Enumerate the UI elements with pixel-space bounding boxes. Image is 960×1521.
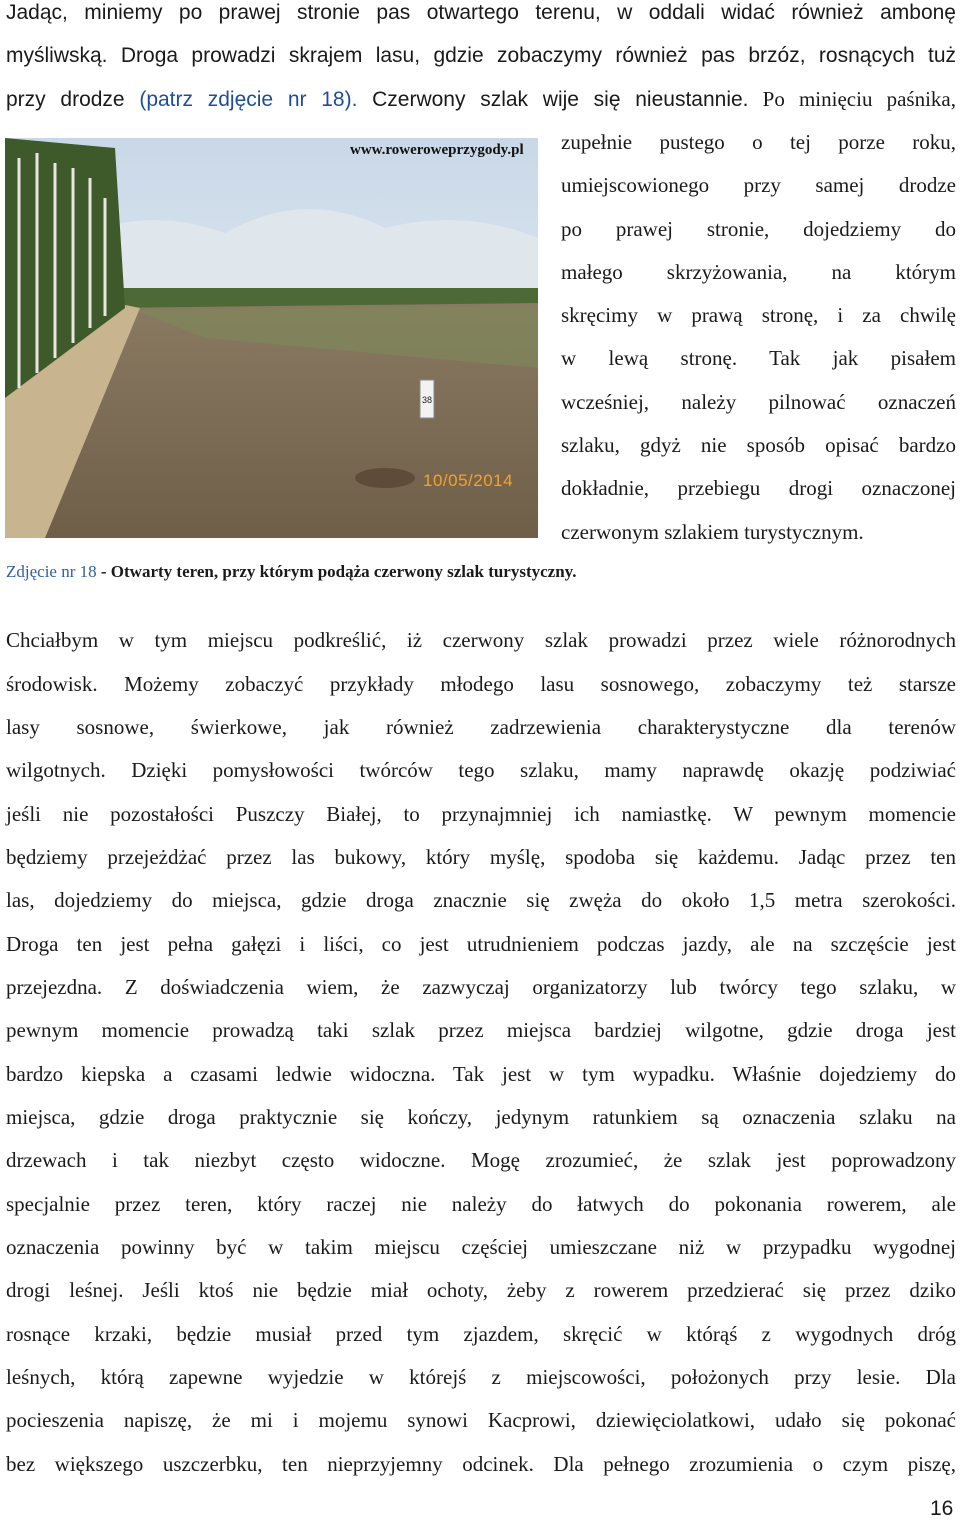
body-line: środowisk. Możemy zobaczyć przykłady młodego lasu sosnowego, zobaczymy też starsze xyxy=(6,672,956,696)
body-line: bez większego uszczerbku, ten nieprzyjemny odcinek. Dla pełnego zrozumienia o czym piszę, xyxy=(6,1452,956,1476)
side-text-line: w lewą stronę. Tak jak pisałem xyxy=(561,346,956,370)
body-line: las, dojedziemy do miejsca, gdzie droga znacznie się zwęża do około 1,5 metra szerokości. xyxy=(6,888,956,912)
side-text-line: zupełnie pustego o tej porze roku, xyxy=(561,130,956,154)
side-text-line: szlaku, gdyż nie sposób opisać bardzo xyxy=(561,433,956,457)
photo-reference-link[interactable]: (patrz zdjęcie nr 18). xyxy=(139,88,358,111)
intro-line-1: Jadąc, miniemy po prawej stronie pas otwartego terenu, w oddali widać również ambonę xyxy=(6,1,956,24)
body-line: Droga ten jest pełna gałęzi i liści, co jest utrudnieniem podczas jazdy, ale na szczęście jest xyxy=(6,932,956,956)
body-line: Chciałbym w tym miejscu podkreślić, iż czerwony szlak prowadzi przez wiele różnorodnych xyxy=(6,628,956,652)
body-line: specjalnie przez teren, który raczej nie należy do łatwych do pokonania rowerem, ale xyxy=(6,1192,956,1216)
page-number: 16 xyxy=(930,1497,954,1520)
caption-text: - Otwarty teren, przy którym podąża czerwony szlak turystyczny. xyxy=(96,562,577,581)
side-text-line: po prawej stronie, dojedziemy do xyxy=(561,217,956,241)
body-line: pocieszenia napiszę, że mi i mojemu synowi Kacprowi, dziewięciolatkowi, udało się pokonać xyxy=(6,1408,956,1432)
side-text-line: umiejscowionego przy samej drodze xyxy=(561,173,956,197)
intro-line-2: myśliwską. Droga prowadzi skrajem lasu, gdzie zobaczymy również pas brzóz, rosnących tuż xyxy=(6,44,956,67)
intro-line-3-end: Po minięciu paśnika, xyxy=(748,87,956,111)
body-line: będziemy przejeżdżać przez las bukowy, który myślę, spodoba się każdemu. Jadąc przez ten xyxy=(6,845,956,869)
photo-watermark: www.roweroweprzygody.pl xyxy=(350,142,524,158)
photo-date-stamp: 10/05/2014 xyxy=(423,471,514,490)
body-line: pewnym momencie prowadzą taki szlak przez miejsca bardziej wilgotne, gdzie droga jest xyxy=(6,1018,956,1042)
body-line: rosnące krzaki, będzie musiał przed tym zjazdem, skręcić w którąś z wygodnych dróg xyxy=(6,1322,956,1346)
body-line: miejsca, gdzie droga praktycznie się kończy, jedynym ratunkiem są oznaczenia szlaku na xyxy=(6,1105,956,1129)
body-line: drogi leśnej. Jeśli ktoś nie będzie miał ochoty, żeby z rowerem przedzierać się przez dziko xyxy=(6,1278,956,1302)
photo-caption xyxy=(6,560,576,584)
body-line: przejezdna. Z doświadczenia wiem, że zazwyczaj organizatorzy lub twórcy tego szlaku, w xyxy=(6,975,956,999)
side-text-line: czerwonym szlakiem turystycznym. xyxy=(561,520,864,544)
side-text-line: wcześniej, należy pilnować oznaczeń xyxy=(561,390,956,414)
body-line: jeśli nie pozostałości Puszczy Białej, to przynajmniej ich namiastkę. W pewnym momencie xyxy=(6,802,956,826)
photo-open-terrain xyxy=(5,138,538,538)
body-line: leśnych, którą zapewne wyjedzie w którejś z miejscowości, położonych przy lesie. Dla xyxy=(6,1365,956,1389)
intro-line-3-mid: Czerwony szlak wije się nieustannie. xyxy=(357,88,749,111)
body-line: bardzo kiepska a czasami ledwie widoczna. Tak jest w tym wypadku. Właśnie dojedziemy do xyxy=(6,1062,956,1086)
caption-label: Zdjęcie nr 18 xyxy=(6,562,97,581)
side-text-line: dokładnie, przebiegu drogi oznaczonej xyxy=(561,476,956,500)
body-line: wilgotnych. Dzięki pomysłowości twórców tego szlaku, mamy naprawdę okazję podziwiać xyxy=(6,758,956,782)
intro-line-3-start: przy drodze xyxy=(6,88,140,111)
post-number: 38 xyxy=(421,395,433,405)
side-text-line: skręcimy w prawą stronę, i za chwilę xyxy=(561,303,956,327)
body-line: oznaczenia powinny być w takim miejscu częściej umieszczane niż w przypadku wygodnej xyxy=(6,1235,956,1259)
intro-line-3 xyxy=(6,86,956,113)
body-line: drzewach i tak niezbyt często widoczne. Mogę zrozumieć, że szlak jest poprowadzony xyxy=(6,1148,956,1172)
body-line: lasy sosnowe, świerkowe, jak również zadrzewienia charakterystyczne dla terenów xyxy=(6,715,956,739)
side-text-line: małego skrzyżowania, na którym xyxy=(561,260,956,284)
